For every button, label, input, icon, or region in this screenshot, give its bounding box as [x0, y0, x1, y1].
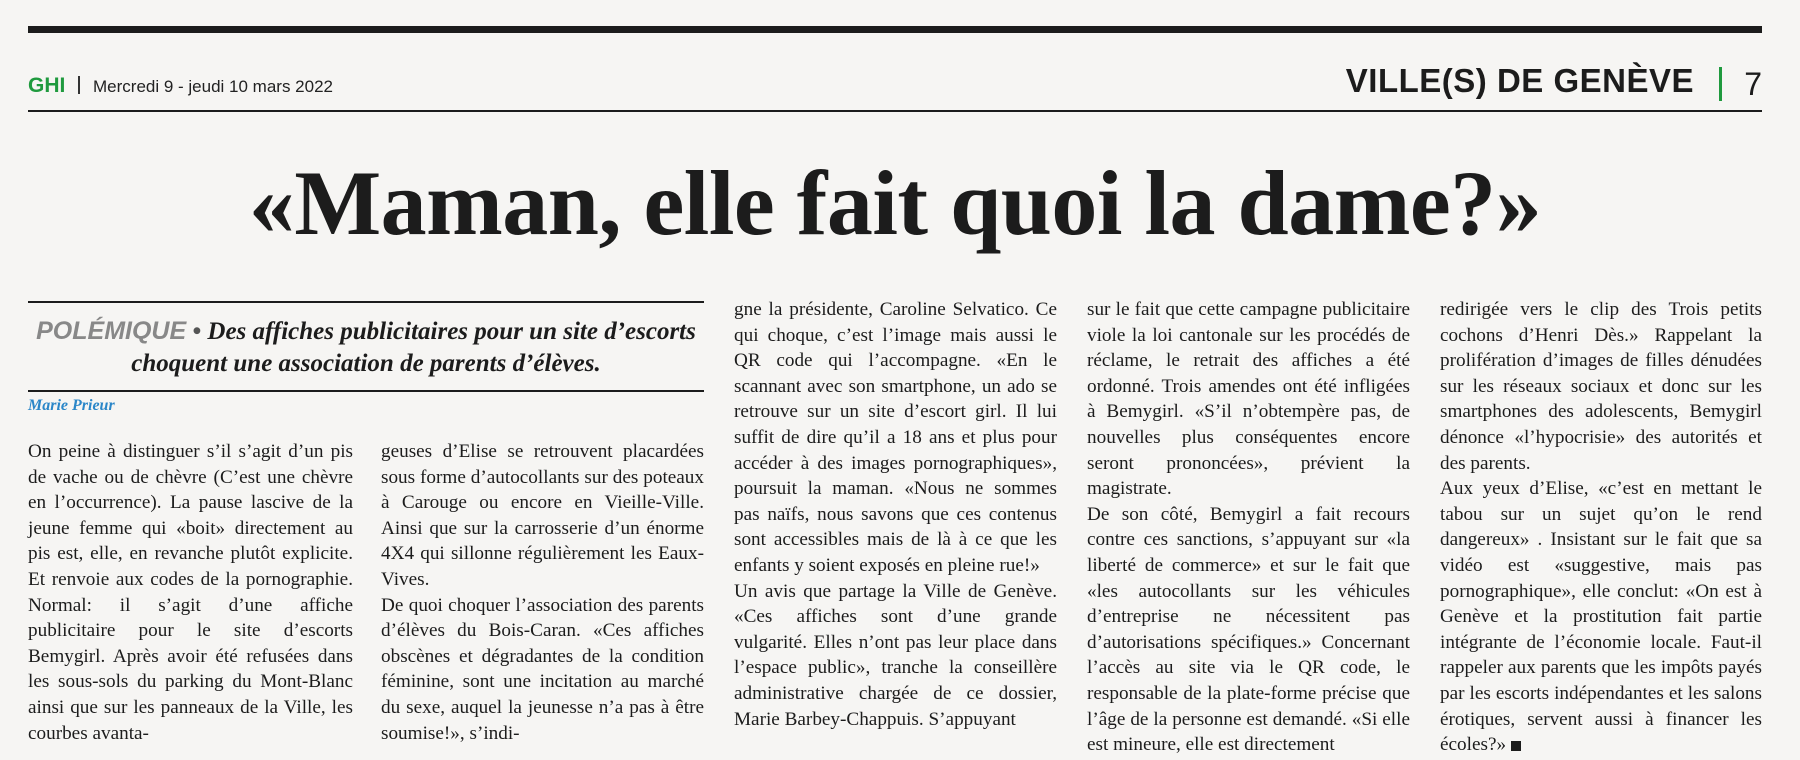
- top-rule: [28, 26, 1762, 33]
- paragraph: De son côté, Bemygirl a fait recours contre ces sanctions, s’appuyant sur «la liberté de commerce» et sur le fait que «les autocollants sur les véhicules d’entreprise ne nécessitent pas d’autorisations spécifiques.» Concernant l’accès au site via le QR code, le responsable de la plate-forme précise que l’âge de la personne est demandé. «Si elle est mineure, elle est directement: [1087, 503, 1410, 756]
- kicker: POLÉMIQUE: [36, 317, 187, 345]
- end-of-article-mark: [1511, 741, 1521, 751]
- section-title: VILLE(S) DE GENÈVE: [1345, 62, 1694, 99]
- byline: Marie Prieur: [28, 397, 115, 414]
- paragraph: geuses d’Elise se retrouvent placardées sous forme d’autocollants sur des poteaux à Carouge ou encore en Vieille-Ville. Ainsi que sur la carrosserie d’un énorme 4X4 qui sillonne régulièrement les Eaux-Vives.: [381, 441, 704, 590]
- paragraph: On peine à distinguer s’il s’agit d’un pis de vache ou de chèvre (C’est une chèvre en l’occurrence). La pause lascive de la jeune femme qui «boit» directement au pis est, elle, en revanche plutôt explicite. Et renvoie aux codes de la pornographie. Normal: il s’agit d’une affiche publicitaire pour le site d’escorts Bemygirl. Après avoir été refusées dans les sous-sols du parking du Mont-Blanc ainsi que sur les panneaux de la Ville, les courbes avanta-: [28, 441, 353, 744]
- kicker-bullet: •: [192, 318, 202, 345]
- paragraph: De quoi choquer l’association des parents d’élèves du Bois-Caran. «Ces affiches obscènes et dégradantes de la condition féminine, sont une incitation au marché du sexe, auquel la jeunesse n’a pas à être soumise!», s’indi-: [381, 594, 704, 744]
- article-headline: «Maman, elle fait quoi la dame?»: [248, 152, 1542, 254]
- article-column-1: [28, 439, 353, 746]
- header-divider: [78, 76, 80, 94]
- article-column-4: [1087, 297, 1410, 758]
- final-paragraph-text: Aux yeux d’Elise, «c’est en mettant le tabou sur un sujet qu’on le rend dangereux» . Insistant sur le fait que sa vidéo est «suggestive, mais pas pornographique», elle conclut: «On est à Genève et la prostitution fait partie intégrante de l’économie locale. Faut-il rappeler aux parents que les impôts payés par les escorts indépendantes et les salons érotiques, servent aussi à financer les écoles?»: [1440, 478, 1762, 756]
- brand-logo: GHI: [28, 74, 66, 97]
- paragraph: gne la présidente, Caroline Selvatico. Ce qui choque, c’est l’image mais aussi le QR code qui l’accompagne. «En le scannant avec son smartphone, un ado se retrouve sur un site d’escort girl. Il lui suffit de dire qu’il a 18 ans et plus pour accéder à des images pornographiques», poursuit la maman. «Nous ne sommes pas naïfs, nous savons que ces contenus sont accessibles mais de là à ce que les enfants y soient exposés en pleine rue!»: [734, 299, 1057, 576]
- lead-box: [28, 301, 704, 392]
- paragraph: sur le fait que cette campagne publicitaire viole la loi cantonale sur les procédés de réclame, le retrait des affiches a été ordonné. Trois amendes ont été infligées à Bemygirl. «S’il n’obtempère pas, de nouvelles plus conséquentes encore seront prononcées», prévient la magistrate.: [1087, 299, 1410, 500]
- paragraph: Un avis que partage la Ville de Genève. «Ces affiches sont d’une grande vulgarité. Elles n’ont pas leur place dans l’espace public», tranche la conseillère administrative chargée de ce dossier, Marie Barbey-Chappuis. S’appuyant: [734, 580, 1057, 730]
- paragraph: [1440, 476, 1762, 758]
- lead-text: Des affiches publicitaires pour un site d’escorts choquent une association de parents d’élèves.: [131, 318, 696, 377]
- section-divider: [1719, 67, 1722, 101]
- paragraph: redirigée vers le clip des Trois petits cochons d’Henri Dès.» Rappelant la prolifération d’images de filles dénudées sur les réseaux sociaux et donc sur les smartphones des adolescents, Bemygirl dénonce «l’hypocrisie» des autorités et des parents.: [1440, 299, 1762, 474]
- page-number: 7: [1744, 66, 1762, 102]
- page-header: [28, 62, 1762, 106]
- lead-paragraph: [34, 315, 698, 380]
- article-column-3: [734, 297, 1057, 732]
- article-column-2: [381, 439, 704, 746]
- article-column-5: [1440, 297, 1762, 758]
- issue-date: Mercredi 9 - jeudi 10 mars 2022: [93, 77, 334, 96]
- header-rule: [28, 110, 1762, 112]
